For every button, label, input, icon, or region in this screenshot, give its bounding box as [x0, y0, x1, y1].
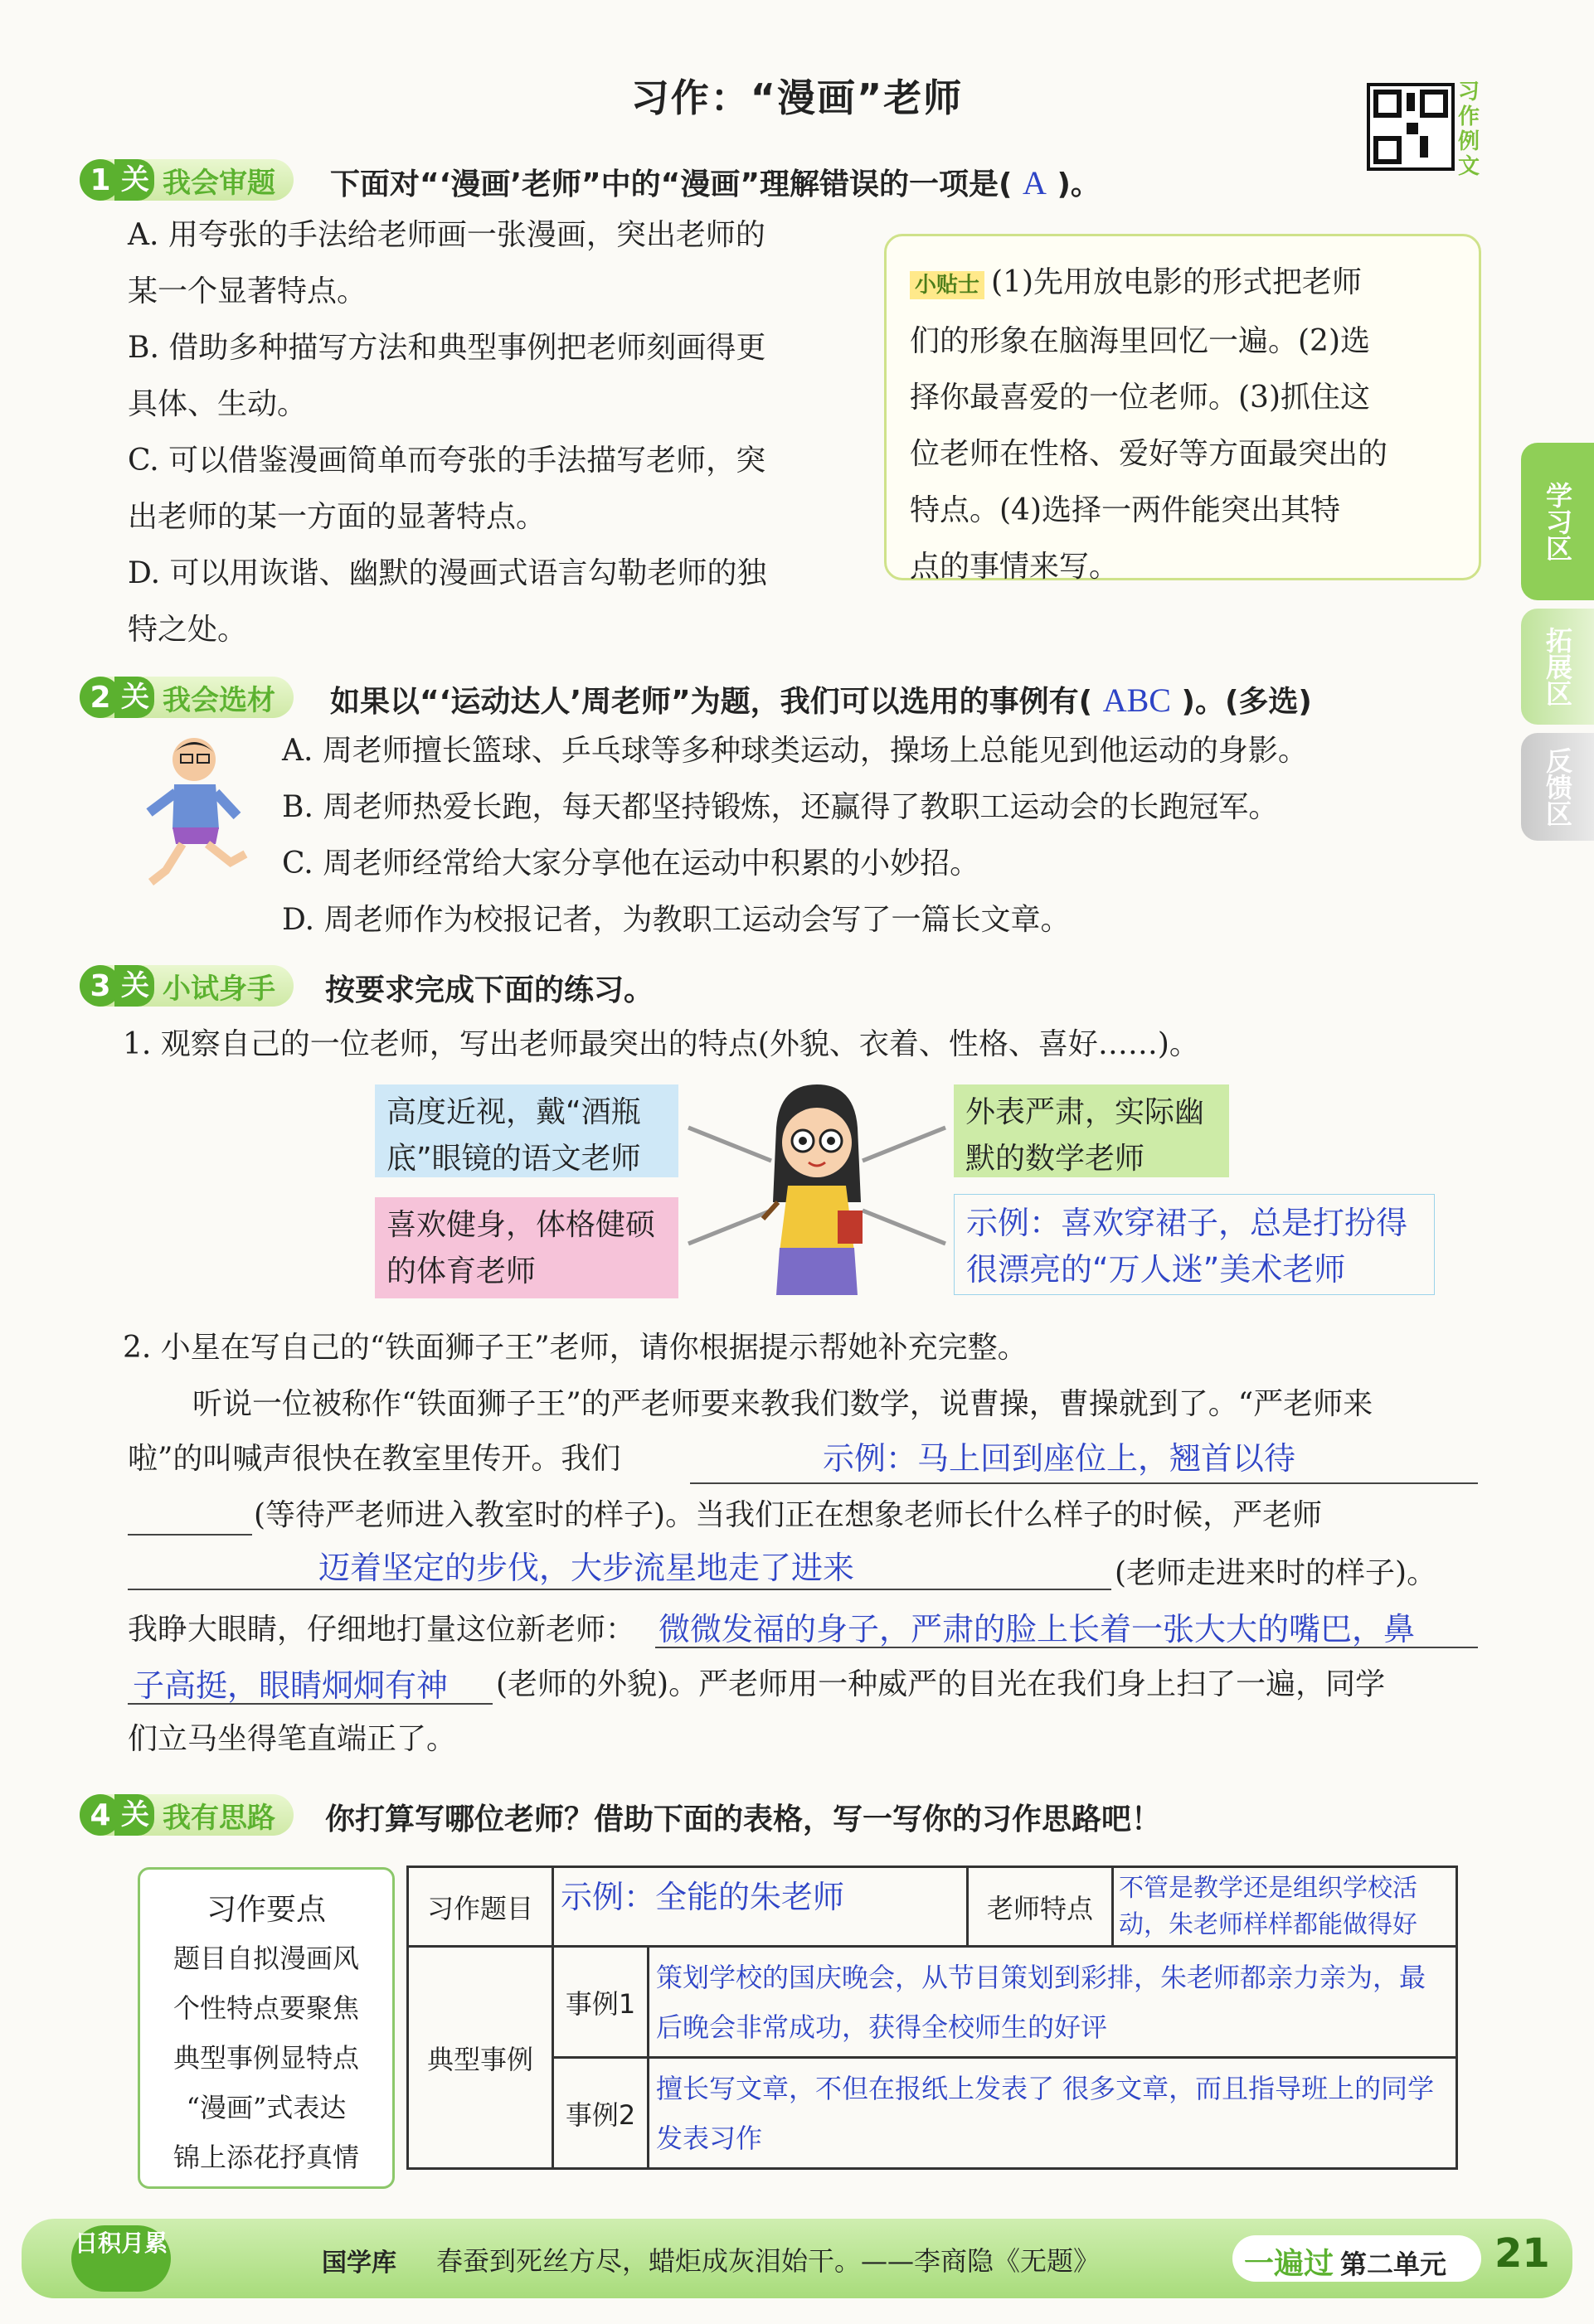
section-4-guan: 关	[114, 1794, 154, 1836]
teacher-girl-icon	[680, 1078, 954, 1310]
section-3-name: 小试身手	[163, 972, 275, 1006]
para-line-5: 我睁大眼睛，仔细地打量这位新老师：	[128, 1613, 636, 1647]
tip-line-2: 们的形象在脑海里回忆一遍。(2)选	[910, 324, 1370, 358]
section-1-guan: 关	[114, 159, 154, 201]
case-1-label: 事例1	[553, 1947, 649, 2058]
running-kid-icon	[133, 730, 249, 895]
option-b-line1: B. 借助多种描写方法和典型事例把老师刻画得更	[128, 331, 766, 365]
section-2-number: 2	[80, 677, 121, 718]
option-c-line1: C. 可以借鉴漫画简单而夸张的手法描写老师，突	[128, 444, 766, 478]
fill-2-answer: 迈着坚定的步伐，大步流星地走了进来	[318, 1550, 855, 1586]
tab-extension-area[interactable]: 拓展区	[1521, 609, 1594, 725]
trait-label: 老师特点	[968, 1867, 1113, 1947]
tip-box	[884, 234, 1481, 584]
section-1-number: 1	[80, 159, 121, 201]
q2-text: 如果以“‘运动达人’周老师”为题，我们可以选用的事例有(	[330, 685, 1093, 719]
tip-line-4: 位老师在性格、爱好等方面最突出的	[910, 437, 1388, 471]
qr-code-icon[interactable]	[1367, 83, 1455, 171]
option-d-line2: 特之处。	[128, 613, 248, 647]
option-a: A. 周老师擅长篮球、乒乓球等多种球类运动，操场上总能见到他运动的身影。	[282, 734, 1308, 768]
tip-line-6: 点的事情来写。	[910, 550, 1120, 584]
writing-plan-table	[406, 1866, 1458, 2170]
footer-quote: 春蚕到死丝方尽，蜡炬成灰泪始干。——李商隐《无题》	[436, 2245, 1101, 2277]
q1-end: )。	[1057, 167, 1101, 201]
point-3: 典型事例显特点	[173, 2042, 359, 2074]
point-5: 锦上添花抒真情	[173, 2142, 359, 2173]
qr-label: 习作例文	[1458, 80, 1480, 179]
q1-text: 下面对“‘漫画’老师”中的“漫画”理解错误的一项是(	[330, 167, 1013, 201]
para-line-7: 们立马坐得笔直端正了。	[128, 1722, 457, 1756]
fill-3-answer-line1: 微微发福的身子，严肃的脸上长着一张大大的嘴巴，鼻	[658, 1611, 1416, 1647]
cases-label: 典型事例	[408, 1947, 553, 2169]
option-d-line1: D. 可以用诙谐、幽默的漫画式语言勾勒老师的独	[128, 556, 767, 590]
daily-badge: 日积月累	[71, 2225, 171, 2292]
task-2: 2. 小星在写自己的“铁面狮子王”老师，请你根据提示帮她补充完整。	[123, 1331, 1028, 1365]
section-4-number: 4	[80, 1794, 121, 1836]
section-1-options	[128, 207, 858, 658]
writing-points-box	[138, 1867, 395, 2189]
footer-bar	[22, 2219, 1572, 2298]
page-title: 习作：“漫画”老师	[630, 75, 964, 120]
section-3-number: 3	[80, 965, 121, 1007]
section-3-guan: 关	[114, 965, 154, 1007]
para-line-2: 啦”的叫喊声很快在教室里传开。我们	[128, 1442, 621, 1476]
option-c-line2: 出老师的某一方面的显著特点。	[128, 500, 547, 534]
section-2-question	[330, 678, 1312, 720]
trait-value[interactable]: 不管是教学还是组织学校活动，朱老师样样都能做得好	[1113, 1867, 1457, 1947]
writing-points-title: 习作要点	[206, 1893, 326, 1927]
option-a-line1: A. 用夸张的手法给老师画一张漫画，突出老师的	[128, 218, 765, 252]
point-1: 题目自拟漫画风	[173, 1943, 359, 1974]
section-1-badge	[80, 159, 294, 201]
fill-1-answer: 示例：马上回到座位上，翘首以待	[823, 1440, 1296, 1477]
section-4-name: 我有思路	[163, 1801, 275, 1835]
section-4-question: 你打算写哪位老师？借助下面的表格，写一写你的习作思路吧！	[325, 1802, 1162, 1836]
section-4-badge	[80, 1794, 294, 1836]
page-number: 21	[1494, 2230, 1550, 2277]
q2-end: )。(多选)	[1181, 685, 1312, 719]
tip-line-3: 择你最喜爱的一位老师。(3)抓住这	[910, 381, 1370, 415]
option-a-line2: 某一个显著特点。	[128, 274, 367, 308]
tip-line-5: 特点。(4)选择一两件能突出其特	[910, 493, 1340, 527]
section-2-name: 我会选材	[163, 683, 275, 717]
para-line-3: (等待严老师进入教室时的样子)。当我们正在想象老师长什么样子的时候，严老师	[254, 1498, 1323, 1532]
task-1: 1. 观察自己的一位老师，写出老师最突出的特点(外貌、衣着、性格、喜好……)。	[123, 1027, 1199, 1061]
footer-brand: 一遍过	[1244, 2247, 1334, 2281]
footer-unit: 第二单元	[1340, 2249, 1447, 2280]
q2-answer[interactable]: ABC	[1102, 682, 1171, 719]
tab-study-area[interactable]: 学习区	[1521, 443, 1594, 600]
para-line-4: (老师走进来时的样子)。	[1115, 1556, 1437, 1590]
box-chinese-teacher: 高度近视，戴“酒瓶底”眼镜的语文老师	[375, 1084, 678, 1177]
fill-blank-3-cont[interactable]	[128, 1658, 493, 1705]
section-2-guan: 关	[114, 677, 154, 718]
fill-blank-3[interactable]	[655, 1602, 1478, 1648]
section-2-badge	[80, 677, 294, 718]
section-2-options	[282, 723, 1443, 949]
case-2-value[interactable]: 擅长写文章，不但在报纸上发表了 很多文章，而且指导班上的同学发表习作	[649, 2058, 1457, 2169]
box-pe-teacher: 喜欢健身，体格健硕的体育老师	[375, 1197, 678, 1298]
tip-label: 小贴士	[910, 271, 984, 299]
footer-unit-pill	[1232, 2235, 1481, 2282]
tab-feedback-area[interactable]: 反馈区	[1521, 733, 1594, 841]
option-d: D. 周老师作为校报记者，为教职工运动会写了一篇长文章。	[282, 903, 1071, 937]
option-c: C. 周老师经常给大家分享他在运动中积累的小妙招。	[282, 847, 980, 881]
topic-label: 习作题目	[408, 1867, 553, 1947]
point-4: “漫画”式表达	[186, 2092, 347, 2123]
fill-3-answer-line2: 子高挺，眼睛炯炯有神	[133, 1667, 449, 1704]
case-1-value[interactable]: 策划学校的国庆晚会，从节目策划到彩排，朱老师都亲力亲为，最后晚会非常成功，获得全校师生的好评	[649, 1947, 1457, 2058]
fill-blank-1[interactable]	[690, 1441, 1478, 1484]
box-art-teacher-answer[interactable]: 示例：喜欢穿裙子，总是打扮得很漂亮的“万人迷”美术老师	[954, 1194, 1435, 1295]
box-math-teacher: 外表严肃，实际幽默的数学老师	[954, 1084, 1229, 1177]
case-2-label: 事例2	[553, 2058, 649, 2169]
section-3-question: 按要求完成下面的练习。	[325, 973, 654, 1007]
fill-blank-2[interactable]	[128, 1547, 1111, 1590]
tip-line-1	[910, 255, 1455, 313]
option-b: B. 周老师热爱长跑，每天都坚持锻炼，还赢得了教职工运动会的长跑冠军。	[282, 790, 1279, 824]
topic-value[interactable]: 示例：全能的朱老师	[553, 1867, 968, 1947]
section-1-question	[330, 161, 1101, 203]
section-3-badge	[80, 965, 294, 1007]
q1-answer[interactable]: A	[1023, 164, 1047, 201]
fill-blank-1-cont[interactable]	[128, 1492, 252, 1536]
section-1-name: 我会审题	[163, 166, 275, 200]
option-b-line2: 具体、生动。	[128, 387, 308, 421]
point-2: 个性特点要聚焦	[173, 1992, 359, 2024]
footer-category: 国学库	[322, 2249, 396, 2278]
para-line-6: (老师的外貌)。严老师用一种威严的目光在我们身上扫了一遍，同学	[496, 1667, 1386, 1701]
tip-text-1: (1)先用放电影的形式把老师	[991, 265, 1363, 299]
para-line-1: 听说一位被称作“铁面狮子王”的严老师要来教我们数学，说曹操，曹操就到了。“严老师来	[192, 1387, 1373, 1421]
